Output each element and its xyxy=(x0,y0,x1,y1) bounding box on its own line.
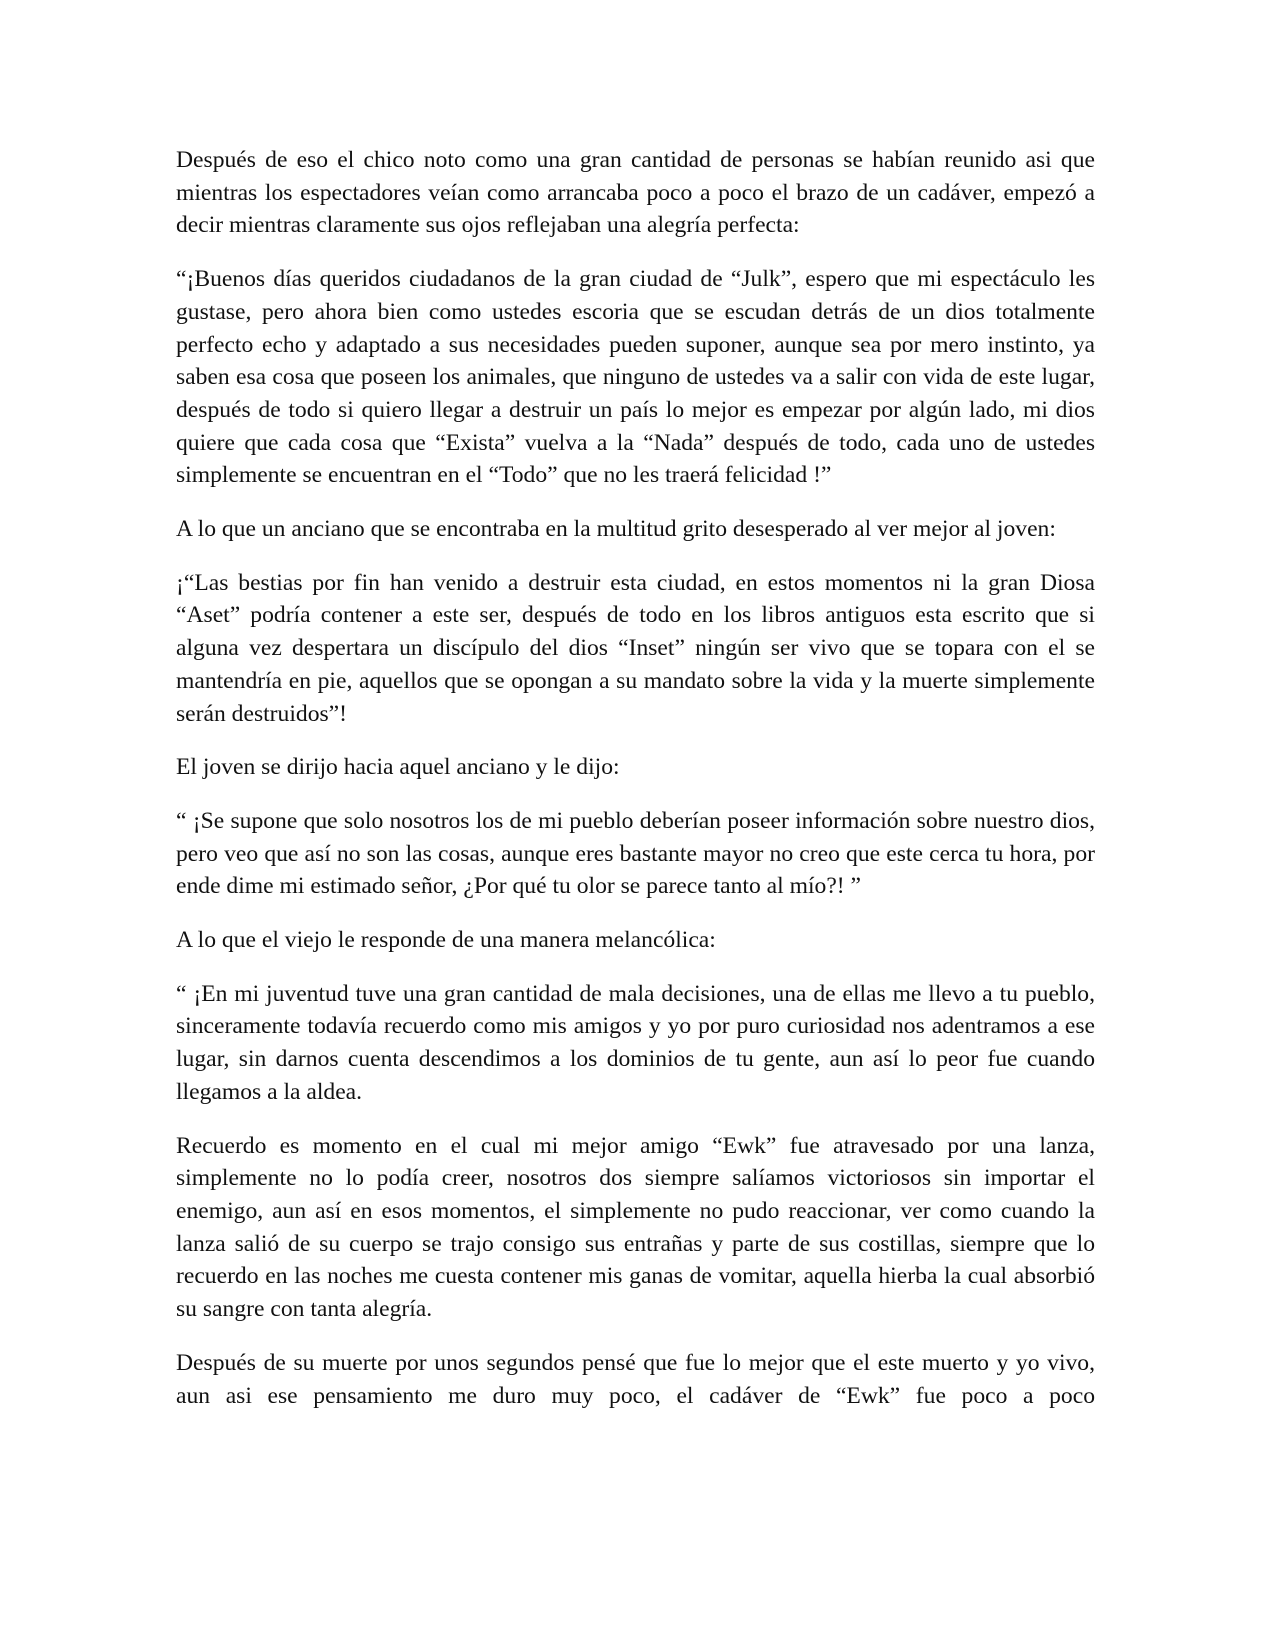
paragraph-4: ¡“Las bestias por fin han venido a destruir esta ciudad, en estos momentos ni la gran Diosa “Aset” podría contener a este ser, después de todo en los libros antiguos esta escrito que si alguna vez despertara un discípulo del dios “Inset” ningún ser vivo que se topara con el se mantendría en pie, aquellos que se opongan a su mandato sobre la vida y la muerte simplemente serán destruidos”! xyxy=(176,569,1095,727)
paragraph-9: Recuerdo es momento en el cual mi mejor amigo “Ewk” fue atravesado por una lanza, simplemente no lo podía creer, nosotros dos siempre salíamos victoriosos sin importar el enemigo, aun así en esos momentos, el simplemente no pudo reaccionar, ver como cuando la lanza salió de su cuerpo se trajo consigo sus entrañas y parte de sus costillas, siempre que lo recuerdo en las noches me cuesta contener mis ganas de vomitar, aquella hierba la cual absorbió su sangre con tanta alegría. xyxy=(176,1132,1095,1323)
paragraph-3: A lo que un anciano que se encontraba en la multitud grito desesperado al ver mejor al joven: xyxy=(176,516,1056,543)
paragraph-1: Después de eso el chico noto como una gran cantidad de personas se habían reunido asi que mientras los espectadores veían como arrancaba poco a poco el brazo de un cadáver, empezó a decir mientras claramente sus ojos reflejaban una alegría perfecta: xyxy=(176,147,1095,239)
paragraph-7: A lo que el viejo le responde de una manera melancólica: xyxy=(176,927,716,954)
paragraph-6: “ ¡Se supone que solo nosotros los de mi pueblo deberían poseer información sobre nuestro dios, pero veo que así no son las cosas, aunque eres bastante mayor no creo que este cerca tu hora, por ende dime mi estimado señor, ¿Por qué tu olor se parece tanto al mío?! ” xyxy=(176,807,1095,900)
paragraph-8: “ ¡En mi juventud tuve una gran cantidad de mala decisiones, una de ellas me llevo a tu pueblo, sinceramente todavía recuerdo como mis amigos y yo por puro curiosidad nos adentramos a ese lugar, sin darnos cuenta descendimos a los dominios de tu gente, aun así lo peor fue cuando llegamos a la aldea. xyxy=(176,980,1095,1105)
paragraph-5: El joven se dirijo hacia aquel anciano y le dijo: xyxy=(176,754,620,781)
paragraph-2: “¡Buenos días queridos ciudadanos de la gran ciudad de “Julk”, espero que mi espectáculo les gustase, pero ahora bien como ustedes escoria que se escudan detrás de un dios totalmente perfecto echo y adaptado a sus necesidades pueden suponer, aunque sea por mero instinto, ya saben esa cosa que poseen los animales, que ninguno de ustedes va a salir con vida de este lugar, después de todo si quiero llegar a destruir un país lo mejor es empezar por algún lado, mi dios quiere que cada cosa que “Exista” vuelva a la “Nada” después de todo, cada uno de ustedes simplemente se encuentran en el “Todo” que no les traerá felicidad !” xyxy=(176,266,1095,489)
document-page xyxy=(176,144,1095,1412)
paragraph-10: Después de su muerte por unos segundos pensé que fue lo mejor que el este muerto y yo vivo, aun asi ese pensamiento me duro muy poco, el cadáver de “Ewk” fue poco a poco xyxy=(176,1349,1095,1409)
